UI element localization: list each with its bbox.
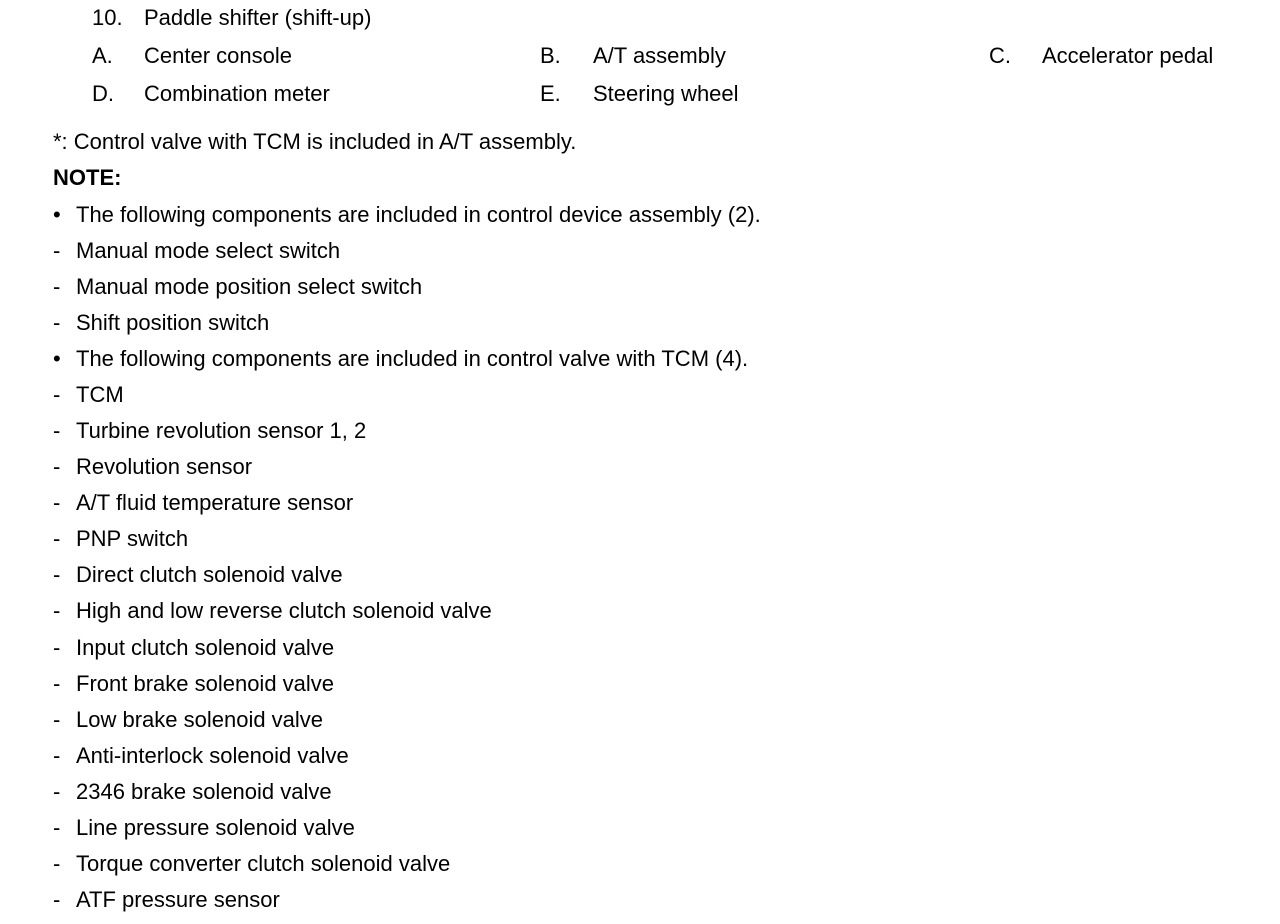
dash-marker: - (53, 743, 61, 768)
legend-key-a: A. (92, 43, 113, 68)
legend-key-b: B. (540, 43, 561, 68)
list-item: Manual mode select switch (76, 238, 341, 263)
legend-key-d: D. (92, 81, 114, 106)
dash-marker: - (53, 851, 61, 876)
list-item: ATF pressure sensor (76, 887, 280, 912)
list-item: Anti-interlock solenoid valve (76, 743, 349, 768)
footnote: *: Control valve with TCM is included in A/T assembly. (53, 129, 577, 154)
dash-marker: - (53, 418, 61, 443)
list-item: A/T fluid temperature sensor (76, 490, 354, 515)
list-item: Line pressure solenoid valve (76, 815, 355, 840)
bullet-marker: • (53, 346, 61, 371)
dash-marker: - (53, 562, 61, 587)
legend-key-e: E. (540, 81, 561, 106)
legend-label-combination-meter: Combination meter (144, 81, 330, 106)
list-item: Turbine revolution sensor 1, 2 (76, 418, 367, 443)
legend-label-center-console: Center console (144, 43, 292, 68)
dash-marker: - (53, 887, 61, 912)
dash-marker: - (53, 274, 61, 299)
dash-marker: - (53, 310, 61, 335)
dash-marker: - (53, 815, 61, 840)
list-item: 2346 brake solenoid valve (76, 779, 332, 804)
legend-label-steering-wheel: Steering wheel (593, 81, 739, 106)
list-item: Revolution sensor (76, 454, 253, 479)
list-item: PNP switch (76, 526, 189, 551)
dash-marker: - (53, 382, 61, 407)
legend-label-at-assembly: A/T assembly (593, 43, 726, 68)
bullet-marker: • (53, 202, 61, 227)
list-item: Shift position switch (76, 310, 270, 335)
list-item: Torque converter clutch solenoid valve (76, 851, 451, 876)
dash-marker: - (53, 598, 61, 623)
legend-label-paddle-shifter: Paddle shifter (shift-up) (144, 5, 372, 30)
list-item: Input clutch solenoid valve (76, 635, 335, 660)
legend-number-10: 10. (92, 5, 123, 30)
list-item: Front brake solenoid valve (76, 671, 335, 696)
list-item: High and low reverse clutch solenoid valve (76, 598, 492, 623)
dash-marker: - (53, 707, 61, 732)
dash-marker: - (53, 454, 61, 479)
note-heading: NOTE: (53, 165, 122, 190)
dash-marker: - (53, 526, 61, 551)
list-item: The following components are included in control device assembly (2). (76, 202, 761, 227)
dash-marker: - (53, 238, 61, 263)
legend-label-accelerator-pedal: Accelerator pedal (1042, 43, 1214, 68)
list-item: The following components are included in control valve with TCM (4). (76, 346, 749, 371)
list-item: Low brake solenoid valve (76, 707, 324, 732)
dash-marker: - (53, 671, 61, 696)
dash-marker: - (53, 635, 61, 660)
dash-marker: - (53, 490, 61, 515)
list-item: Manual mode position select switch (76, 274, 423, 299)
legend-key-c: C. (989, 43, 1011, 68)
list-item: TCM (76, 382, 124, 407)
dash-marker: - (53, 779, 61, 804)
list-item: Direct clutch solenoid valve (76, 562, 343, 587)
